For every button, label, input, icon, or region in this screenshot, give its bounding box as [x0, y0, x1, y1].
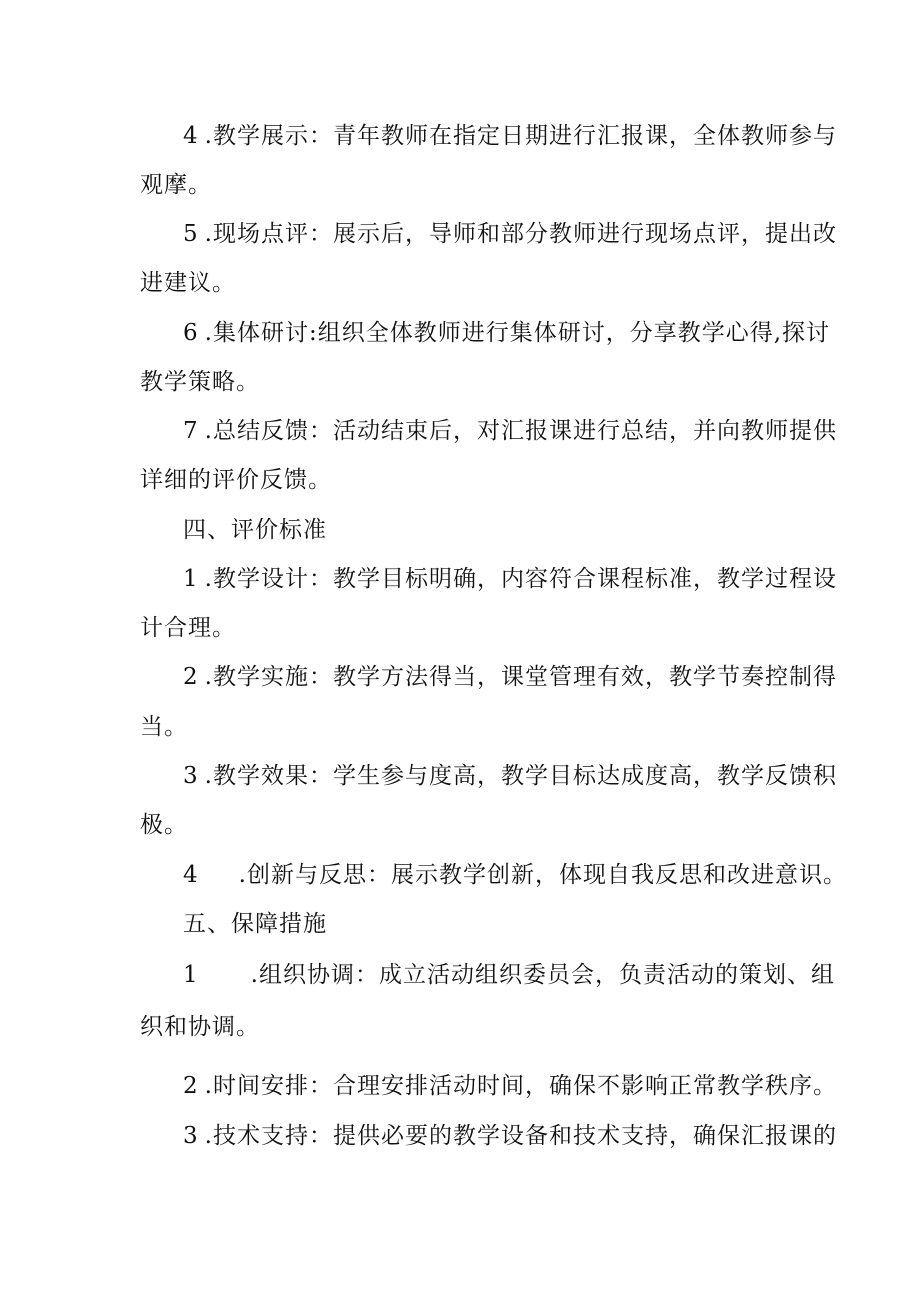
line-text: .教学实施：教学方法得当，课堂管理有效，教学节奏控制得: [204, 664, 837, 690]
item-number: 3: [183, 1123, 199, 1149]
item-number: 2: [183, 664, 199, 690]
line-text: 教学策略。: [140, 369, 260, 395]
paragraph-line: [183, 121, 837, 151]
line-text: 计合理。: [140, 615, 236, 641]
item-number: 1: [183, 962, 199, 988]
line-text: .教学设计：教学目标明确，内容符合课程标准，教学过程设: [204, 566, 837, 592]
line-text: .教学效果：学生参与度高，教学目标达成度高，教学反馈积: [204, 763, 837, 789]
heading-text: 五、保障措施: [183, 911, 327, 937]
paragraph-line: [140, 465, 790, 495]
paragraph-line: [183, 761, 837, 791]
item-number: 7: [183, 418, 199, 444]
line-text: 进建议。: [140, 270, 236, 296]
item-number: 3: [183, 763, 199, 789]
paragraph-line: [183, 219, 837, 249]
section-heading: [183, 515, 833, 545]
item-number: 6: [183, 320, 199, 346]
line-text: .组织协调：成立活动组织委员会，负责活动的策划、组: [250, 962, 835, 988]
paragraph-line: [183, 564, 837, 594]
item-number: 5: [183, 221, 199, 247]
line-text: .教学展示：青年教师在指定日期进行汇报课，全体教师参与: [204, 123, 837, 149]
heading-text: 四、评价标准: [183, 517, 327, 543]
line-text: 极。: [140, 812, 188, 838]
paragraph-line: [183, 960, 833, 990]
line-text: .创新与反思：展示教学创新，体现自我反思和改进意识。: [238, 862, 847, 888]
line-text: .时间安排：合理安排活动时间，确保不影响正常教学秩序。: [204, 1073, 837, 1099]
paragraph-line: [183, 860, 847, 890]
line-text: 当。: [140, 714, 188, 740]
line-text: .总结反馈：活动结束后，对汇报课进行总结，并向教师提供: [204, 418, 837, 444]
paragraph-line: [140, 367, 790, 397]
paragraph-line: [140, 268, 790, 298]
paragraph-line: [140, 810, 790, 840]
line-text: .集体研讨:组织全体教师进行集体研讨，分享教学心得,探讨: [204, 320, 831, 346]
item-number: 1: [183, 566, 199, 592]
paragraph-line: [183, 416, 837, 446]
line-text: .现场点评：展示后，导师和部分教师进行现场点评，提出改: [204, 221, 837, 247]
paragraph-line: [140, 170, 790, 200]
item-number: 4: [183, 123, 199, 149]
line-text: .技术支持：提供必要的教学设备和技术支持，确保汇报课的: [204, 1123, 837, 1149]
item-number: 4: [183, 862, 199, 888]
paragraph-line: [140, 1012, 790, 1042]
item-number: 2: [183, 1073, 199, 1099]
paragraph-line: [183, 318, 833, 348]
section-heading: [183, 909, 833, 939]
line-text: 织和协调。: [140, 1014, 260, 1040]
line-text: 详细的评价反馈。: [140, 467, 332, 493]
line-text: 观摩。: [140, 172, 212, 198]
paragraph-line: [140, 712, 790, 742]
paragraph-line: [140, 613, 790, 643]
paragraph-line: [183, 1121, 837, 1151]
paragraph-line: [183, 1071, 837, 1101]
paragraph-line: [183, 662, 837, 692]
